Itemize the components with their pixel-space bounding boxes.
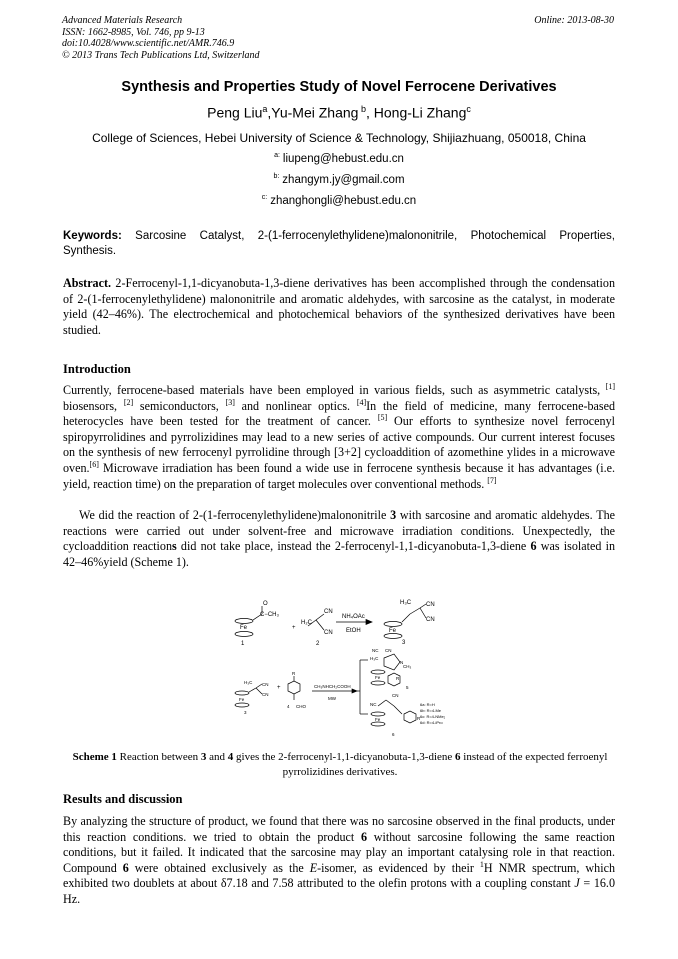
text-run: J xyxy=(574,876,580,891)
text-run: gives the 2-ferrocenyl-1,1-dicyanobuta-1,3-diene xyxy=(233,751,456,763)
text-run: Our efforts to synthesize novel ferrocenyl spiropyrrolidines and pyrrolizidines may lead to a new series of active compounds. Our current interest focuses on the synthesis of new ferrocenyl pyrrolidine through [3+2] cycloaddition of azomethine ylides in a microwave oven. xyxy=(63,414,615,475)
scheme-label: 6c: R=4-NMe₂ xyxy=(420,714,446,719)
email-link[interactable]: liupeng@hebust.edu.cn xyxy=(282,152,404,165)
text-run: did not take place, instead the 2-ferrocenyl-1,1-dicyanobuta-1,3-diene xyxy=(176,539,531,554)
scheme-label: CN xyxy=(262,692,269,697)
author-name: ,Yu-Mei Zhang xyxy=(267,104,359,121)
keywords xyxy=(63,229,615,259)
email-sup: c: xyxy=(261,194,268,201)
email-line xyxy=(0,194,678,207)
author-sup: a xyxy=(262,104,268,114)
scheme-label: NC xyxy=(370,702,377,707)
keywords-label: Keywords: xyxy=(63,230,122,242)
scheme-caption xyxy=(70,750,610,780)
scheme-label: NH₄OAc xyxy=(342,614,365,620)
scheme-label: CH₃ xyxy=(403,664,412,669)
citation: [2] xyxy=(123,397,134,407)
citation: [4] xyxy=(356,397,367,407)
scheme-label: CH₃NHCH₂COOH xyxy=(314,684,351,689)
citation: [5] xyxy=(377,413,388,423)
compound-ref: 3 xyxy=(200,751,207,763)
scheme-label: + xyxy=(292,625,296,631)
abstract-text: 2-Ferrocenyl-1,1-dicyanobuta-1,3-diene derivatives has been accomplished through the condensation of 2-(1-ferrocenylethylidene) malononitrile and aromatic aldehydes, with sarcosine as the catalyst, in moderate yield (42–46%). The electrochemical and photochemical behaviors of the synthesized derivatives have been studied. xyxy=(63,276,615,337)
scheme-label: NC xyxy=(372,648,379,653)
scheme-label: R xyxy=(417,716,421,721)
text-run: -isomer, as evidenced by their xyxy=(317,860,480,875)
abstract xyxy=(63,276,615,338)
text-run: Currently, ferrocene-based materials have been employed in various fields, such as asymmetric catalysts, xyxy=(63,383,606,397)
doi: doi:10.4028/www.scientific.net/AMR.746.9 xyxy=(62,38,235,49)
scheme-label: 2 xyxy=(316,641,320,647)
email-link[interactable]: zhanghongli@hebust.edu.cn xyxy=(270,194,417,207)
abstract-label: Abstract. xyxy=(63,276,112,290)
compound-ref: 6 xyxy=(530,539,537,554)
text-run: instead of the expected ferroenyl pyrrolizidines derivatives. xyxy=(282,751,608,778)
caption-label: Scheme 1 xyxy=(72,751,117,763)
online-date: Online: 2013-08-30 xyxy=(534,15,614,26)
scheme-label: Fe xyxy=(239,697,245,702)
scheme-label: 3 xyxy=(402,640,406,646)
text-run: = 16.0 Hz. xyxy=(63,876,615,906)
text-run: were obtained exclusively as the xyxy=(128,860,310,875)
scheme-label: C−CH₃ xyxy=(260,612,279,618)
citation: [3] xyxy=(225,397,235,407)
scheme-label: R xyxy=(396,676,400,681)
cp-ring xyxy=(235,632,253,637)
author-sup: b xyxy=(358,104,366,114)
text-run: and nonlinear optics. xyxy=(234,398,357,413)
text-run: and xyxy=(206,751,228,763)
text-run: semiconductors, xyxy=(133,398,226,413)
scheme-label: CHO xyxy=(296,704,306,709)
issn: ISSN: 1662-8985, Vol. 746, pp 9-13 xyxy=(62,26,205,38)
scheme-label: CN xyxy=(324,609,333,615)
email-line xyxy=(0,173,678,186)
scheme-label: CN xyxy=(324,630,333,636)
scheme-label: Fe xyxy=(389,628,397,634)
citation: [6] xyxy=(89,459,99,469)
superscript: 1 xyxy=(479,859,484,869)
text-run: s xyxy=(172,539,177,554)
compound-ref: 3 xyxy=(390,508,397,522)
text-run: was isolated in 42–46%yield (Scheme 1). xyxy=(63,539,616,569)
scheme-label: 3 xyxy=(244,710,247,715)
compound-ref: 6 xyxy=(455,751,461,763)
keywords-text: Sarcosine Catalyst, 2-(1-ferrocenylethylidene)malononitrile, Photochemical Properties, Synthesis. xyxy=(63,230,615,257)
scheme-label: EtOH xyxy=(346,628,361,634)
compound-ref: 6 xyxy=(361,829,368,844)
authors xyxy=(0,104,678,121)
affiliation: College of Sciences, Hebei University of Science & Technology, Shijiazhuang, 050018, China xyxy=(92,131,586,145)
text-run: Microwave irradiation has been found a wide use in ferrocene synthesis because it has advantages (i.e. yield, reaction time) on the preparation of target molecules over conventional methods. xyxy=(63,460,615,491)
text-run: E xyxy=(309,860,318,875)
scheme-label: H₃C xyxy=(400,600,412,606)
text-run: By analyzing the structure of product, we found that there was no sarcosine observed in the final products, under this reaction conditions. we tried to obtain the product xyxy=(63,814,615,844)
scheme-label: Fe xyxy=(375,717,381,722)
scheme-label: H₃C xyxy=(370,656,379,661)
author-sup: c xyxy=(466,104,471,114)
author-name: Peng Liu xyxy=(207,104,263,121)
text-run: H NMR spectrum, which exhibited two doublets at about δ7.18 and 7.58 attributed to the olefin protons with a coupling constant xyxy=(63,860,615,891)
compound-ref: 6 xyxy=(122,860,129,875)
author-name: , Hong-Li Zhang xyxy=(365,104,467,121)
email-link[interactable]: zhangym.jy@gmail.com xyxy=(282,173,405,186)
scheme-label: 6d: R=4-iPro xyxy=(420,720,443,725)
intro-paragraph-1 xyxy=(63,383,615,492)
scheme-label: 5 xyxy=(406,685,409,690)
scheme-label: R xyxy=(292,671,296,676)
scheme-label: H₂C xyxy=(301,620,312,626)
citation: [7] xyxy=(487,475,497,485)
text-run: In the field of medicine, many ferrocene-based heterocycles have been tested for the treatment of cancer. xyxy=(63,398,616,429)
scheme-label: 6a: R=H xyxy=(420,702,435,707)
copyright: © 2013 Trans Tech Publications Ltd, Switzerland xyxy=(62,49,260,61)
journal-header xyxy=(62,15,260,61)
reaction-scheme xyxy=(232,596,452,742)
scheme-label: 6b: R=4-Me xyxy=(420,708,442,713)
scheme-label: 6 xyxy=(392,732,395,737)
scheme-label: H₃C xyxy=(244,680,253,685)
intro-paragraph-2 xyxy=(63,508,615,570)
scheme-label: CN xyxy=(426,602,435,608)
scheme-label: CN xyxy=(385,648,392,653)
email-sup: a: xyxy=(274,152,280,159)
results-paragraph xyxy=(63,814,615,908)
cp-ring xyxy=(235,619,253,624)
text-run: without sarcosine following the same reaction conditions, but it failed. It indicated that the sarcosine may play an important catalysing role in that reaction. Compound xyxy=(63,829,615,875)
scheme-label: O xyxy=(263,601,268,607)
scheme-label: 4 xyxy=(287,704,290,709)
text-run: biosensors, xyxy=(63,398,124,413)
scheme-label: CN xyxy=(262,682,269,687)
results-heading: Results and discussion xyxy=(63,792,183,806)
scheme-label: + xyxy=(277,685,281,691)
email-sup: b: xyxy=(273,173,280,180)
text-run: We did the reaction of 2-(1-ferrocenylethylidene)malononitrile xyxy=(79,508,391,522)
text-run: Reaction between xyxy=(116,751,201,763)
intro-heading: Introduction xyxy=(63,362,131,376)
scheme-label: CN xyxy=(426,617,435,623)
email-line xyxy=(0,152,678,165)
paper-title: Synthesis and Properties Study of Novel Ferrocene Derivatives xyxy=(121,79,557,95)
text-run: with sarcosine and aromatic aldehydes. The reactions were carried out under solvent-free and microwave irradiation conditions. Unexpectedly, the cycloaddition reaction xyxy=(63,508,616,554)
scheme-label: Fe xyxy=(375,675,381,680)
scheme-label: CN xyxy=(392,693,399,698)
scheme-label: 1 xyxy=(241,641,245,647)
scheme-label: Fe xyxy=(240,625,248,631)
journal-name: Advanced Materials Research xyxy=(62,15,183,26)
citation: [1] xyxy=(605,381,615,391)
compound-ref: 4 xyxy=(227,751,234,763)
scheme-label: N xyxy=(400,660,404,665)
scheme-label: MW xyxy=(328,696,336,701)
